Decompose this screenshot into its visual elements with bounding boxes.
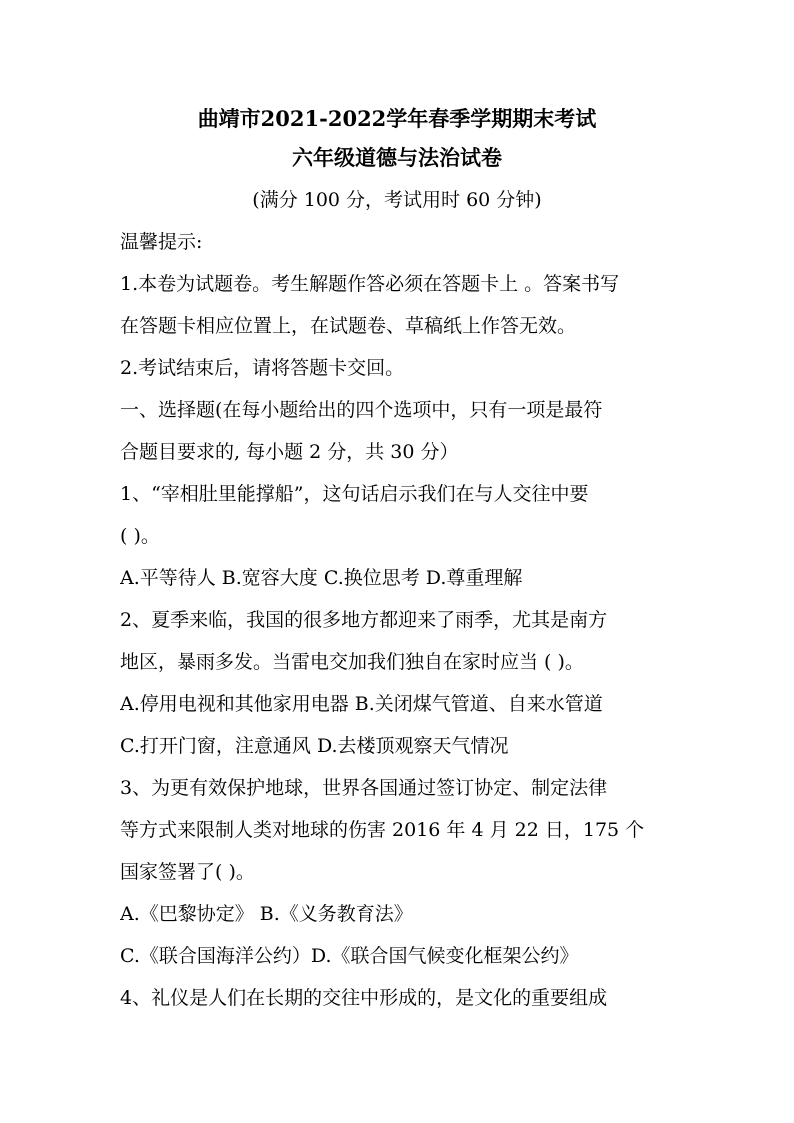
question-1-stem-line-2: ( )。 <box>120 525 160 547</box>
question-3-options-line-1: A.《巴黎协定》 B.《义务教育法》 <box>120 903 413 925</box>
question-3-stem-line-2: 等方式来限制人类对地球的伤害 2016 年 4 月 22 日，175 个 <box>120 819 645 841</box>
question-2-options-line-1: A.停用电视和其他家用电器 B.关闭煤气管道、自来水管道 <box>120 693 603 715</box>
question-2-options-line-2: C.打开门窗，注意通风 D.去楼顶观察天气情况 <box>120 735 509 757</box>
section-heading-line-2: 合题目要求的, 每小题 2 分，共 30 分） <box>120 441 459 463</box>
question-3-options-line-2: C.《联合国海洋公约）D.《联合国气候变化框架公约》 <box>120 945 579 967</box>
notice-item-2: 2.考试结束后，请将答题卡交回。 <box>120 357 405 379</box>
section-heading-line-1: 一、选择题(在每小题给出的四个选项中，只有一项是最符 <box>120 399 603 421</box>
question-2-stem-line-1: 2、夏季来临，我国的很多地方都迎来了雨季，尤其是南方 <box>120 609 608 631</box>
question-3-stem-line-3: 国家签署了( )。 <box>120 861 255 883</box>
question-1-stem-line-1: 1、“宰相肚里能撑船”，这句话启示我们在与人交往中要 <box>120 483 589 505</box>
notice-item-1-line-2: 在答题卡相应位置上，在试题卷、草稿纸上作答无效。 <box>120 315 577 337</box>
question-2-stem-line-2: 地区，暴雨多发。当雷电交加我们独自在家时应当 ( )。 <box>120 651 584 673</box>
question-4-stem-line-1: 4、礼仪是人们在长期的交往中形成的，是文化的重要组成 <box>120 987 608 1009</box>
question-3-stem-line-1: 3、为更有效保护地球，世界各国通过签订协定、制定法律 <box>120 777 608 799</box>
notice-heading: 温馨提示: <box>120 231 203 253</box>
question-1-options: A.平等待人 B.宽容大度 C.换位思考 D.尊重理解 <box>120 567 523 589</box>
exam-subject-title: 六年级道德与法治试卷 <box>292 145 502 170</box>
exam-title: 曲靖市2021-2022学年春季学期期末考试 <box>197 106 597 131</box>
exam-score-time: (满分 100 分，考试用时 60 分钟) <box>252 189 542 211</box>
notice-item-1-line-1: 1.本卷为试题卷。考生解题作答必须在答题卡上 。答案书写 <box>120 273 620 295</box>
